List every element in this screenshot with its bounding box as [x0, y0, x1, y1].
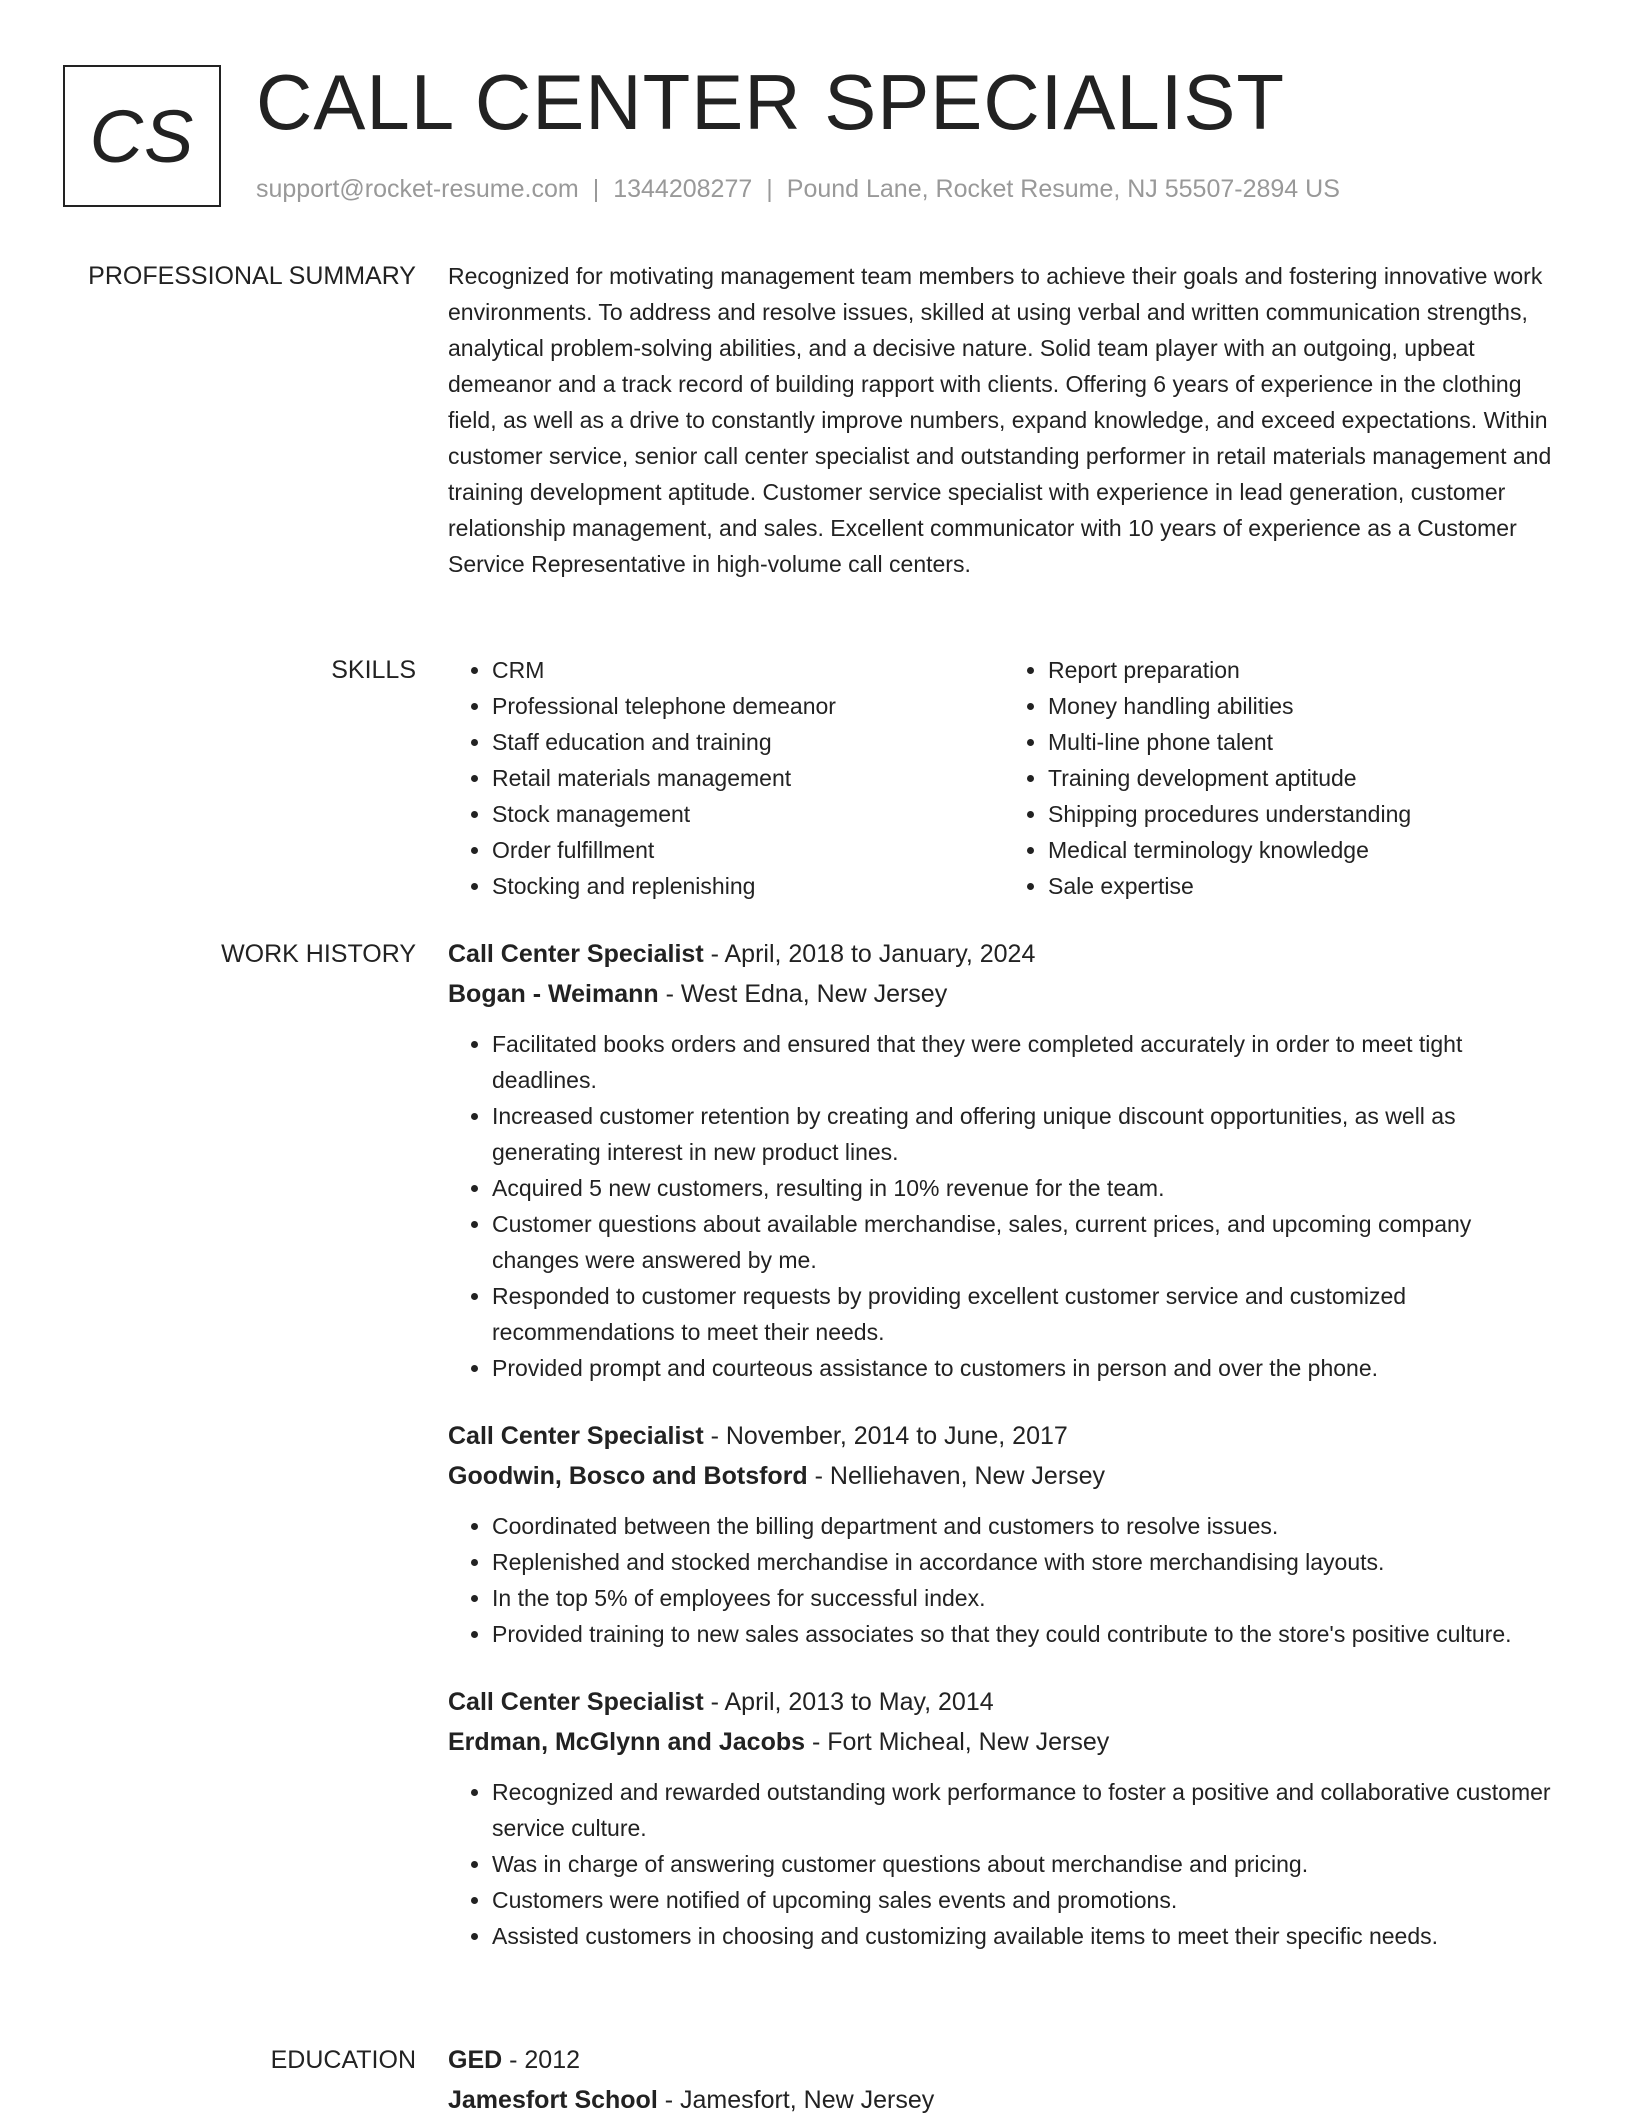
job-title: Call Center Specialist	[448, 940, 704, 968]
job-dates: - November, 2014 to June, 2017	[703, 1422, 1068, 1450]
job-location: - West Edna, New Jersey	[658, 980, 948, 1008]
job-entry	[448, 1416, 1560, 1652]
job-location: - Fort Micheal, New Jersey	[805, 1728, 1110, 1756]
job-bullet: • In the top 5% of employees for successful index.	[492, 1580, 1560, 1616]
summary-body	[448, 258, 1560, 582]
job-location: - Nelliehaven, New Jersey	[807, 1462, 1106, 1490]
job-bullet: • Replenished and stocked merchandise in accordance with store merchandising layouts.	[492, 1544, 1560, 1580]
skill-item: • Multi-line phone talent	[1048, 724, 1560, 760]
job-bullet: • Facilitated books orders and ensured that they were completed accurately in order to meet tight deadlines.	[492, 1026, 1560, 1098]
job-title: Call Center Specialist	[448, 1422, 704, 1450]
job-bullet-list	[448, 1026, 1560, 1386]
job-bullet: • Recognized and rewarded outstanding work performance to foster a positive and collaborative customer service culture.	[492, 1774, 1560, 1846]
skill-item: • Retail materials management	[492, 760, 1004, 796]
skill-item: • Professional telephone demeanor	[492, 688, 1004, 724]
job-bullet: • Provided training to new sales associates so that they could contribute to the store's positive culture.	[492, 1616, 1560, 1652]
section-heading-education: EDUCATION	[270, 2046, 416, 2074]
job-company-line	[448, 1722, 1560, 1762]
job-bullet-list	[448, 1774, 1560, 1954]
contact-separator: |	[592, 175, 600, 203]
contact-separator: |	[766, 175, 773, 203]
job-entry	[448, 1682, 1560, 1954]
job-dates: - April, 2013 to May, 2014	[703, 1688, 994, 1716]
contact-address: Pound Lane, Rocket Resume, NJ 55507-2894 US	[786, 175, 1340, 203]
job-bullet: • Customer questions about available merchandise, sales, current prices, and upcoming company changes were answered by me.	[492, 1206, 1560, 1278]
job-bullet: • Assisted customers in choosing and customizing available items to meet their specific needs.	[492, 1918, 1560, 1954]
job-title-line	[448, 934, 1560, 974]
skill-item: • CRM	[492, 652, 1004, 688]
job-dates: - April, 2018 to January, 2024	[703, 940, 1036, 968]
job-company: Bogan - Weimann	[448, 980, 659, 1008]
skills-list-right	[1004, 652, 1560, 904]
job-entry	[448, 934, 1560, 1386]
education-school: Jamesfort School	[448, 2086, 658, 2114]
monogram-box	[63, 65, 221, 207]
job-bullet: • Increased customer retention by creating and offering unique discount opportunities, as well as generating interest in new product lines.	[492, 1098, 1560, 1170]
skill-item: • Stocking and replenishing	[492, 868, 1004, 904]
skill-item: • Order fulfillment	[492, 832, 1004, 868]
job-title-line	[448, 1682, 1560, 1722]
contact-email: support@rocket-resume.com	[256, 175, 579, 203]
education-location: - Jamesfort, New Jersey	[657, 2086, 935, 2114]
job-bullet: • Responded to customer requests by providing excellent customer service and customized recommendations to meet their needs.	[492, 1278, 1560, 1350]
skill-item: • Staff education and training	[492, 724, 1004, 760]
education-body	[448, 2040, 1560, 2120]
summary-text: Recognized for motivating management team members to achieve their goals and fostering innovative work environments. To address and resolve issues, skilled at using verbal and written communication strengths, analytical problem-solving abilities, and a decisive nature. Solid team player with an outgoing, upbeat demeanor and a track record of building rapport with clients. Offering 6 years of experience in the clothing field, as well as a drive to constantly improve numbers, expand knowledge, and exceed expectations. Within customer service, senior call center specialist and outstanding performer in retail materials management and training development aptitude. Customer service specialist with experience in lead generation, customer relationship management, and sales. Excellent communicator with 10 years of experience as a Customer Service Representative in high-volume call centers.	[448, 263, 1552, 577]
job-bullet: • Acquired 5 new customers, resulting in 10% revenue for the team.	[492, 1170, 1560, 1206]
skill-item: • Shipping procedures understanding	[1048, 796, 1560, 832]
job-company-line	[448, 1456, 1560, 1496]
job-bullet-list	[448, 1508, 1560, 1652]
job-title-line	[448, 1416, 1560, 1456]
skill-item: • Sale expertise	[1048, 868, 1560, 904]
skill-item: • Money handling abilities	[1048, 688, 1560, 724]
education-degree-line	[448, 2040, 1560, 2080]
education-school-line	[448, 2080, 1560, 2120]
job-bullet: • Provided prompt and courteous assistance to customers in person and over the phone.	[492, 1350, 1560, 1386]
job-company: Goodwin, Bosco and Botsford	[448, 1462, 808, 1490]
resume-name: CALL CENTER SPECIALIST	[256, 58, 1286, 146]
skill-item: • Report preparation	[1048, 652, 1560, 688]
job-title: Call Center Specialist	[448, 1688, 704, 1716]
section-heading-work: WORK HISTORY	[221, 940, 416, 968]
skill-item: • Training development aptitude	[1048, 760, 1560, 796]
section-heading-skills: SKILLS	[331, 656, 416, 684]
skill-item: • Medical terminology knowledge	[1048, 832, 1560, 868]
work-history-body	[448, 934, 1560, 1984]
skills-columns	[448, 652, 1560, 904]
job-bullet: • Coordinated between the billing department and customers to resolve issues.	[492, 1508, 1560, 1544]
job-bullet: • Was in charge of answering customer questions about merchandise and pricing.	[492, 1846, 1560, 1882]
education-degree: GED	[448, 2046, 503, 2074]
skill-item: • Stock management	[492, 796, 1004, 832]
job-company-line	[448, 974, 1560, 1014]
education-year: - 2012	[502, 2046, 581, 2074]
job-bullet: • Customers were notified of upcoming sales events and promotions.	[492, 1882, 1560, 1918]
contact-phone: 1344208277	[613, 175, 753, 203]
skills-list-left	[448, 652, 1004, 904]
monogram: CS	[89, 94, 195, 178]
job-company: Erdman, McGlynn and Jacobs	[448, 1728, 806, 1756]
section-heading-summary: PROFESSIONAL SUMMARY	[88, 262, 416, 290]
contact-line	[256, 175, 1340, 204]
